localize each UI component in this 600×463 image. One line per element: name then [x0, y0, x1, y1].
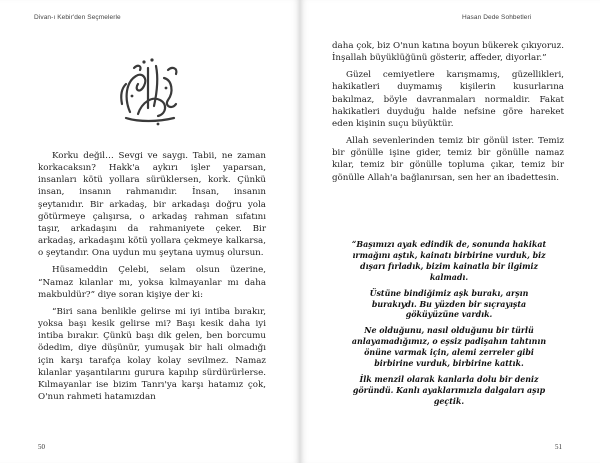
left-paragraph-3: “Biri sana benlikle gelirse mi iyi intiba bırakır, yoksa başı kesik gelirse mi? Başı kesik daha iyi intiba bırakır. Çünkü başı dik gelen, ben borcumu ödedim, diye düşünür, yumuşak bir hali olmadığı için karşı tarafça kolay kolay sevilmez. Namaz kılanlar yaşantılarını gurura kapılıp sürdürürlerse. Kılmayanlar ise bizim Tanrı'ya karşı hatamız çok, O'nun rahmeti hatamızdan	[38, 306, 266, 402]
left-paragraph-2: Hüsameddin Çelebi, selam olsun üzerine, “Namaz kılanlar mı, yoksa kılmayanlar mı daha makbuldür?” diye soran kişiye der ki:	[38, 265, 266, 300]
right-paragraph-1: daha çok, biz O'nun katına boyun bükerek çıkıyoruz. İnşallah büyüklüğünü gösterir, affeder, diyorlar.”	[332, 41, 564, 64]
page-number-left: 50	[38, 443, 45, 451]
right-page	[300, 0, 600, 463]
left-page-body	[38, 150, 266, 405]
right-paragraph-2: Güzel cemiyetlere karışmamış, güzellikleri, hakikatleri duymamış kişilerin kusurlarına bakılmaz, böyle davranmaları normaldir. Fakat hakikatleri duyduğu halde nefsine göre hareket eden kişinin suçu büyüktür.	[332, 70, 564, 129]
quote-2: Üstüne bindiğimiz aşk burakı, arşın burakıydı. Bu yüzden bir sıçrayışta göküyüzüne vardık.	[369, 288, 529, 320]
poem-quotes	[346, 240, 552, 413]
page-number-right: 51	[555, 443, 562, 451]
quote-3: Ne olduğunu, nasıl olduğunu bir türlü anlayamadığımız, o eşsiz padişahın tahtının önüne varmak için, alemi zerreler gibi birbirine vurduk, birbirine kattık.	[351, 326, 547, 369]
left-paragraph-1: Korku değil… Sevgi ve saygı. Tabii, ne zaman korkacaksın? Hakk'a aykırı işler yaparsan, insanları kötü yollara sürüklersen, kork. Çünkü insan, insanın rahmanıdır. İnsan, insanın şeytanıdır. Bir arkadaş, bir arkadaşı doğru yola götürmeye çalışırsa, o arkadaş rahman sıfatını taşır, arkadaşını da rahmaniyete çeker. Bir arkadaş, arkadaşını kötü yollara çekmeye kalkarsa, o şeytandır. Ona uydun mu şeytana uymuş olursun.	[38, 151, 266, 259]
right-paragraph-3: Allah sevenlerinden temiz bir gönül ister. Temiz bir gönülle işine gider, temiz bir gönülle namaz kılar, temiz bir gönülle topluma çıkar, temiz bir gönülle Allah'a bağlanırsan, sen her an ibadettesin.	[332, 136, 564, 183]
quote-4: İlk menzil olarak kanlarla dolu bir deniz göründü. Kanlı ayaklarımızla dalgaları aşıp geçtik.	[352, 374, 546, 406]
calligraphy-ornament-icon	[108, 48, 192, 132]
running-head-left: Divan-ı Kebir'den Seçmelerle	[34, 14, 121, 21]
quote-1: “Başımızı ayak edindik de, sonunda hakikat ırmağını aştık, kainatı birbirine vurduk, biz dışarı fırladık, bizim kainatla bir ilgimiz kalmadı.	[351, 240, 547, 282]
running-head-right: Hasan Dede Sohbetleri	[462, 14, 532, 21]
right-page-body	[332, 40, 564, 186]
